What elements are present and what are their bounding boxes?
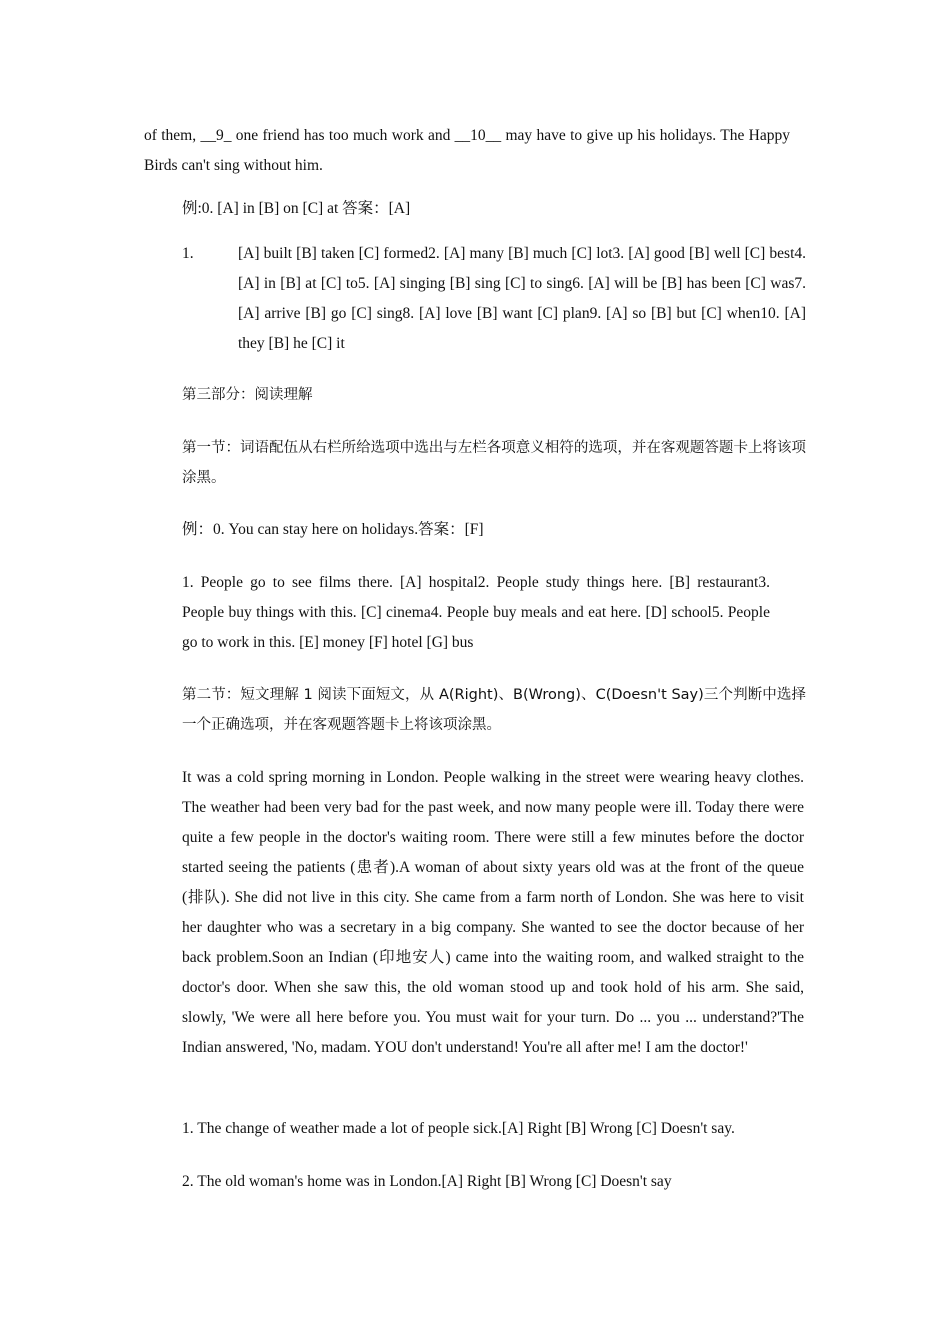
intro-paragraph: of them, __9_ one friend has too much work and __10__ may have to give up his holidays. The Happy Birds can't sing without him.: [144, 127, 790, 174]
cloze-example: 例:0. [A] in [B] on [C] at 答案：[A]: [182, 200, 411, 217]
section1-instruction: 第一节：词语配伍从右栏所给选项中选出与左栏各项意义相符的选项，并在客观题答题卡上将该项涂黑。: [182, 440, 806, 486]
reading-passage: It was a cold spring morning in London. People walking in the street were wearing heavy clothes. The weather had been very bad for the past week, and now many people were ill. Today there were quite a few people in the doctor's waiting room. There were still a few minutes before the doctor started seeing the patients (患者).A woman of about sixty years old was at the front of the queue (排队). She did not live in this city. She came from a farm north of London. She was here to visit her daughter who was a secretary in a big company. She wanted to see the doctor because of her back problem.Soon an Indian (印地安人) came into the waiting room, and walked straight to the doctor's door. When she saw this, the old woman stood up and took hold of his arm. She said, slowly, 'We were all here before you. You must wait for your turn. Do ... you ... understand?'The Indian answered, 'No, madam. YOU don't understand! You're all after me! I am the doctor!': [182, 769, 804, 1056]
section1-example: 例：0. You can stay here on holidays.答案：[F]: [182, 521, 484, 538]
section1-items: 1. People go to see films there. [A] hospital2. People study things here. [B] restaurant3. People buy things with this. [C] cinema4. People buy meals and eat here. [D] school5. People go to work in this. [E] money [F] hotel [G] bus: [182, 574, 770, 651]
question-2: 2. The old woman's home was in London.[A] Right [B] Wrong [C] Doesn't say: [182, 1173, 672, 1190]
part3-heading: 第三部分：阅读理解: [182, 387, 313, 403]
section2-instruction: 第二节：短文理解 1 阅读下面短文，从 A(Right)、B(Wrong)、C(Doesn't Say)三个判断中选择一个正确选项，并在客观题答题卡上将该项涂黑。: [182, 687, 806, 733]
cloze-list-number: 1.: [182, 245, 194, 262]
cloze-options-list: [A] built [B] taken [C] formed2. [A] many [B] much [C] lot3. [A] good [B] well [C] best4. [A] in [B] at [C] to5. [A] singing [B] sing [C] to sing6. [A] will be [B] has been [C] was7. [A] arrive [B] go [C] sing8. [A] love [B] want [C] plan9. [A] so [B] but [C] when10. [A] they [B] he [C] it: [238, 245, 806, 352]
question-1: 1. The change of weather made a lot of people sick.[A] Right [B] Wrong [C] Doesn't say.: [182, 1120, 735, 1137]
